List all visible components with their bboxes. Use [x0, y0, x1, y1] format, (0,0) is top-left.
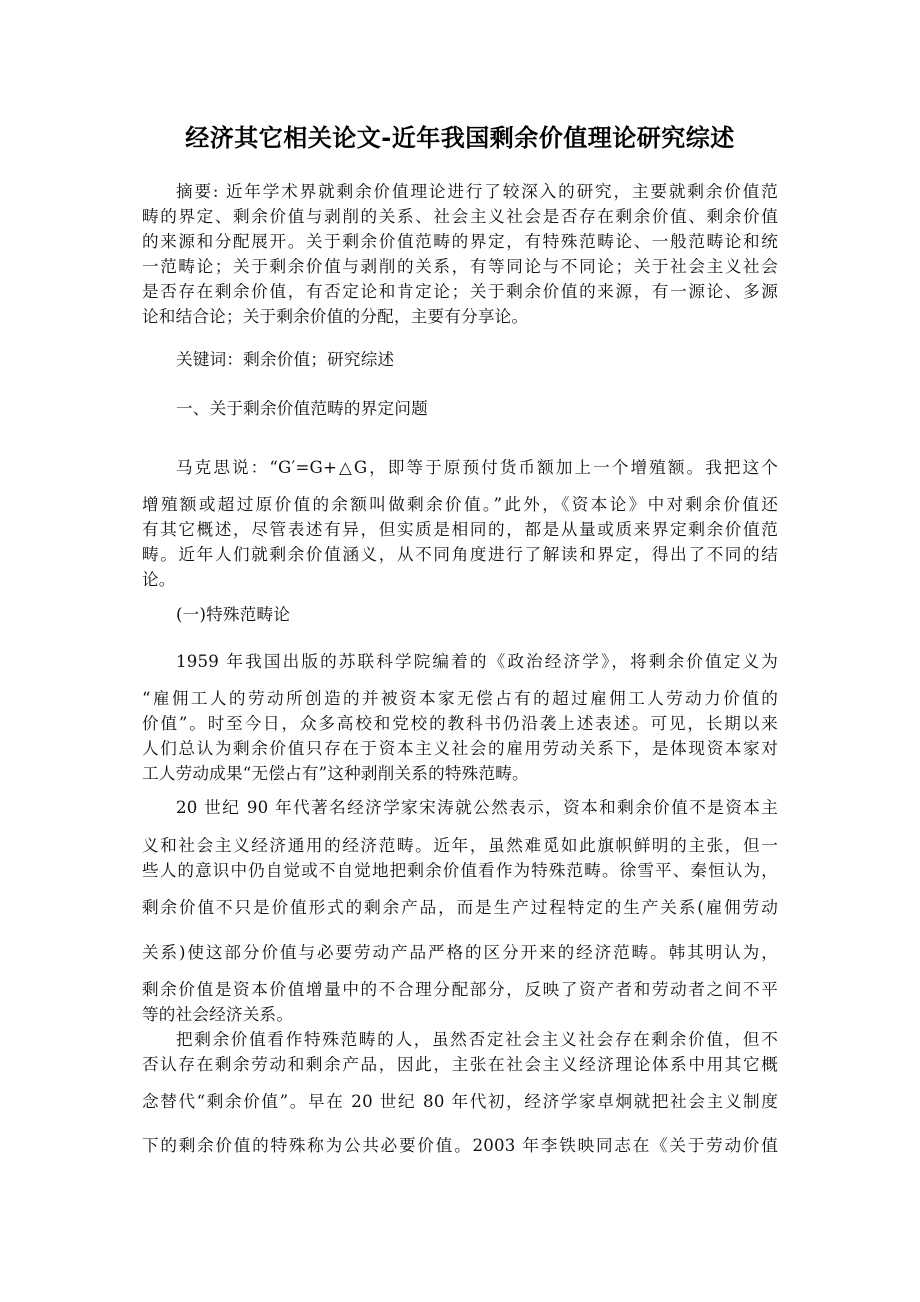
abstract-line: 的来源和分配展开。关于剩余价值范畴的界定，有特殊范畴论、一般范畴论和统 — [142, 232, 778, 251]
document-title: 经济其它相关论文-近年我国剩余价值理论研究综述 — [185, 124, 735, 152]
paragraph-line: 否认存在剩余劳动和剩余产品，因此，主张在社会主义经济理论体系中用其它概 — [142, 1055, 778, 1074]
abstract-line: 是否存在剩余价值，有否定论和肯定论；关于剩余价值的来源，有一源论、多源 — [142, 282, 778, 301]
abstract-line: 一范畴论；关于剩余价值与剥削的关系，有等同论与不同论；关于社会主义社会 — [142, 257, 778, 276]
paragraph-line: 20 世纪 90 年代著名经济学家宋涛就公然表示，资本和剩余价值不是资本主 — [176, 798, 778, 817]
paragraph-line: 把剩余价值看作特殊范畴的人，虽然否定社会主义社会存在剩余价值，但不 — [176, 1030, 778, 1049]
paragraph-line: 工人劳动成果“无偿占有”这种剥削关系的特殊范畴。 — [142, 764, 529, 783]
paragraph-line: 有其它概述，尽管表述有异，但实质是相同的，都是从量或质来界定剩余价值范 — [142, 520, 778, 539]
paragraph-line: 等的社会经济关系。 — [142, 1005, 294, 1024]
paragraph-line: 义和社会主义经济通用的经济范畴。近年，虽然难觅如此旗帜鲜明的主张，但一 — [142, 836, 778, 855]
abstract-line: 畴的界定、剩余价值与剥削的关系、社会主义社会是否存在剩余价值、剩余价值 — [142, 207, 778, 226]
paragraph-line: 些人的意识中仍自觉或不自觉地把剩余价值看作为特殊范畴。徐雪平、秦恒认为， — [142, 861, 778, 880]
section-heading: 一、关于剩余价值范畴的界定问题 — [176, 399, 428, 418]
abstract-line: 摘要: 近年学术界就剩余价值理论进行了较深入的研究，主要就剩余价值范 — [176, 182, 778, 201]
paragraph-line: 关系)使这部分价值与必要劳动产品严格的区分开来的经济范畴。韩其明认为， — [142, 943, 778, 962]
paragraph-line: 剩余价值不只是价值形式的剩余产品，而是生产过程特定的生产关系(雇佣劳动 — [142, 898, 778, 917]
paragraph-line: “雇佣工人的劳动所创造的并被资本家无偿占有的超过雇佣工人劳动力价值的 — [142, 689, 778, 708]
paragraph-line: 畴。近年人们就剩余价值涵义，从不同角度进行了解读和界定，得出了不同的结 — [142, 545, 778, 564]
paragraph-line: 增殖额或超过原价值的余额叫做剩余价值。”此外，《资本论》中对剩余价值还 — [142, 495, 778, 514]
paragraph-line: 念替代“剩余价值”。早在 20 世纪 80 年代初，经济学家卓炯就把社会主义制度 — [142, 1092, 778, 1111]
paragraph-line: 马克思说：“G′=G+△G，即等于原预付货币额加上一个增殖额。我把这个 — [176, 458, 778, 477]
keywords-line: 关键词：剩余价值；研究综述 — [176, 350, 395, 369]
abstract-line: 论和结合论；关于剩余价值的分配，主要有分享论。 — [142, 307, 529, 326]
paragraph-line: 下的剩余价值的特殊称为公共必要价值。2003 年李铁映同志在《关于劳动价值 — [142, 1136, 778, 1155]
paragraph-line: 1959 年我国出版的苏联科学院编着的《政治经济学》，将剩余价值定义为 — [176, 652, 778, 671]
subsection-heading: (一)特殊范畴论 — [176, 605, 291, 624]
paragraph-line: 剩余价值是资本价值增量中的不合理分配部分，反映了资产者和劳动者之间不平 — [142, 980, 778, 999]
paragraph-line: 论。 — [142, 570, 176, 589]
paragraph-line: 人们总认为剩余价值只存在于资本主义社会的雇用劳动关系下，是体现资本家对 — [142, 739, 778, 758]
paragraph-line: 价值”。时至今日，众多高校和党校的教科书仍沿袭上述表述。可见，长期以来 — [142, 714, 778, 733]
